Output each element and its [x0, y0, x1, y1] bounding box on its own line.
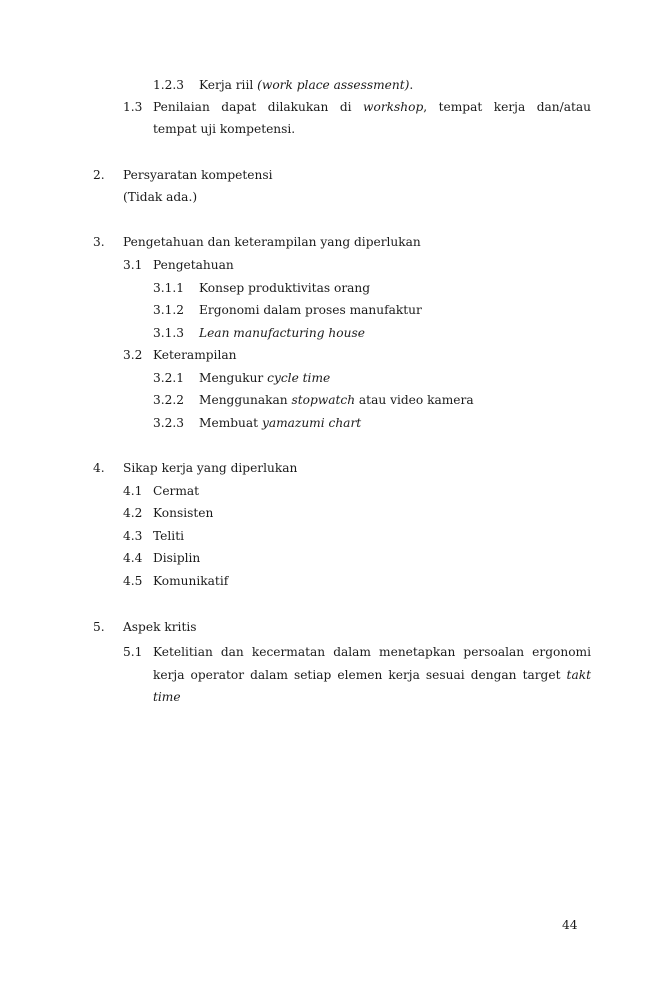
item-text: Keterampilan [153, 348, 237, 362]
item-number: 4.2 [123, 506, 143, 520]
item-text: Membuat yamazumi chart [199, 416, 362, 430]
item-text: Mengukur cycle time [199, 371, 331, 385]
item-text: Kerja riil (work place assessment). [199, 78, 414, 92]
item-text: Konsep produktivitas orang [199, 281, 371, 295]
item-text: Disiplin [153, 551, 201, 565]
item-number: 4.1 [123, 484, 143, 498]
item-number: 3.2 [123, 348, 143, 362]
page-number: 44 [562, 918, 578, 932]
item-number: 3.1 [123, 258, 143, 272]
section-heading: Pengetahuan dan keterampilan yang diperlukan [123, 235, 421, 249]
section-heading: Persyaratan kompetensi [123, 168, 273, 182]
item-text: Cermat [153, 484, 200, 498]
item-number: 4.3 [123, 529, 143, 543]
item-text: Lean manufacturing house [199, 326, 365, 340]
section-number: 2. [93, 168, 105, 182]
item-text: Konsisten [153, 506, 214, 520]
item-text: time [153, 690, 181, 704]
item-number: 1.3 [123, 100, 143, 114]
item-text: Teliti [153, 529, 184, 543]
item-text: tempat uji kompetensi. [153, 122, 296, 136]
item-text: Ketelitian dan kecermatan dalam menetapkan persoalan ergonomi [153, 645, 591, 659]
section-number: 4. [93, 461, 105, 475]
item-number: 5.1 [123, 645, 143, 659]
item-number: 4.5 [123, 574, 143, 588]
item-text: Komunikatif [153, 574, 229, 588]
item-text: Menggunakan stopwatch atau video kamera [199, 393, 474, 407]
section-heading: Aspek kritis [123, 620, 197, 634]
item-number: 1.2.3 [153, 78, 185, 92]
item-number: 3.1.1 [153, 281, 185, 295]
item-text: kerja operator dalam setiap elemen kerja sesuai dengan target takt [153, 668, 591, 682]
item-text: Penilaian dapat dilakukan di workshop, tempat kerja dan/atau [153, 100, 591, 114]
section-number: 5. [93, 620, 105, 634]
item-number: 3.2.3 [153, 416, 185, 430]
item-number: 3.2.2 [153, 393, 185, 407]
item-text: Ergonomi dalam proses manufaktur [199, 303, 422, 317]
item-number: 3.2.1 [153, 371, 185, 385]
item-text: (Tidak ada.) [123, 190, 198, 204]
section-heading: Sikap kerja yang diperlukan [123, 461, 298, 475]
item-number: 3.1.3 [153, 326, 185, 340]
item-number: 4.4 [123, 551, 143, 565]
item-number: 3.1.2 [153, 303, 185, 317]
section-number: 3. [93, 235, 105, 249]
item-text: Pengetahuan [153, 258, 234, 272]
